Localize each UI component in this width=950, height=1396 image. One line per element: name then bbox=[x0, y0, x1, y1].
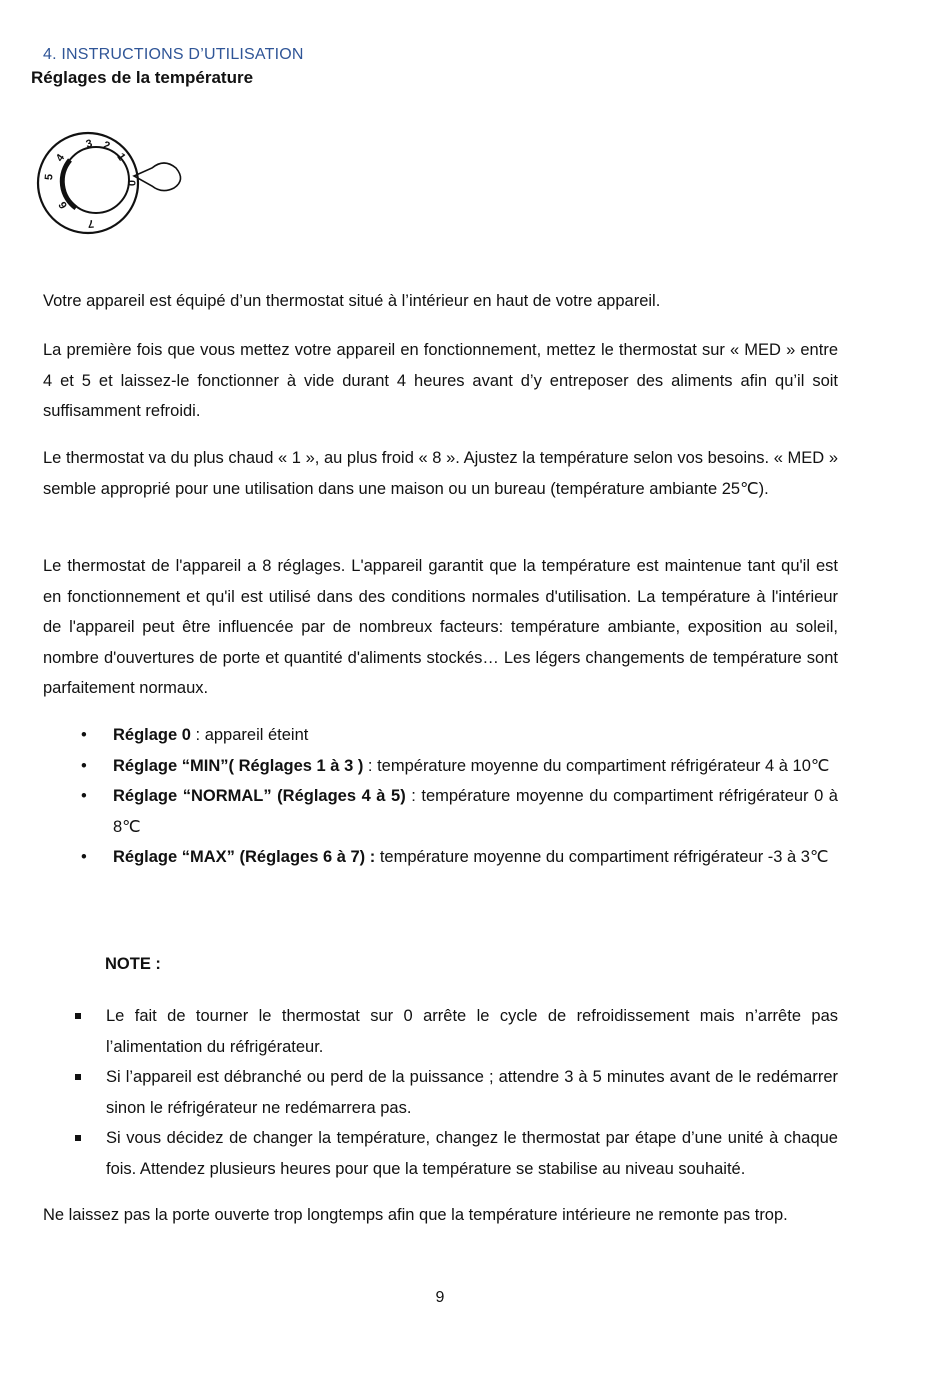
square-bullet-icon bbox=[75, 1074, 81, 1080]
bullet-icon: • bbox=[81, 726, 87, 744]
note-text: Si vous décidez de changer la température, changez le thermostat par étape d’une unité à chaque fois. Attendez plusieurs heures pour que la température se stabilise au niveau souhaité. bbox=[106, 1129, 838, 1178]
setting-description: température moyenne du compartiment réfrigérateur -3 à 3℃ bbox=[375, 848, 829, 866]
list-item bbox=[43, 1123, 838, 1184]
paragraph-2: La première fois que vous mettez votre appareil en fonctionnement, mettez le thermostat sur « MED » entre 4 et 5 et laissez-le fonctionner à vide durant 4 heures avant d’y entreposer des aliments afin qu’il soit suffisamment refroidi. bbox=[43, 341, 838, 420]
bullet-icon: • bbox=[81, 787, 87, 805]
list-item bbox=[43, 781, 838, 842]
dial-number-5: 5 bbox=[43, 173, 56, 181]
list-item bbox=[43, 1001, 838, 1062]
square-bullet-icon bbox=[75, 1135, 81, 1141]
note-label: NOTE : bbox=[105, 955, 161, 973]
setting-label: Réglage “MAX” (Réglages 6 à 7) : bbox=[113, 848, 376, 866]
setting-label: Réglage “NORMAL” (Réglages 4 à 5) bbox=[113, 787, 406, 805]
sub-heading: Réglages de la température bbox=[31, 68, 254, 87]
note-text: Si l’appareil est débranché ou perd de la puissance ; attendre 3 à 5 minutes avant de le redémarrer sinon le réfrigérateur ne redémarrera pas. bbox=[106, 1068, 838, 1117]
dial-number-4: 4 bbox=[53, 152, 68, 165]
settings-list bbox=[43, 720, 838, 873]
dial-number-6: 6 bbox=[56, 199, 71, 211]
setting-description: : appareil éteint bbox=[190, 726, 309, 744]
dial-number-3: 3 bbox=[84, 137, 94, 151]
closing-paragraph: Ne laissez pas la porte ouverte trop longtemps afin que la température intérieure ne remonte pas trop. bbox=[43, 1206, 788, 1224]
square-bullet-icon bbox=[75, 1013, 81, 1019]
bullet-icon: • bbox=[81, 756, 87, 775]
list-item bbox=[43, 751, 838, 782]
list-item bbox=[43, 1062, 838, 1123]
setting-description: : température moyenne du compartiment réfrigérateur 0 à 8℃ bbox=[113, 787, 838, 836]
setting-description: : température moyenne du compartiment réfrigérateur 4 à 10℃ bbox=[363, 756, 830, 775]
list-item bbox=[43, 720, 838, 751]
paragraph-3: Le thermostat va du plus chaud « 1 », au plus froid « 8 ». Ajustez la température selon vos besoins. « MED » semble approprié pour une utilisation dans une maison ou un bureau (température ambiante 25℃). bbox=[43, 449, 838, 498]
thermostat-dial-illustration bbox=[36, 128, 188, 238]
paragraph-4: Le thermostat de l'appareil a 8 réglages. L'appareil garantit que la température est maintenue tant qu'il est en fonctionnement et qu'il est utilisé dans des conditions normales d'utilisation. La température à l'intérieur de l'appareil peut être influencée par de nombreux facteurs: température ambiante, exposition au soleil, nombre d'ouvertures de porte et quantité d'aliments stockés… Les légers changements de température sont parfaitement normaux. bbox=[43, 557, 838, 697]
page-number: 9 bbox=[435, 1289, 445, 1306]
setting-label: Réglage 0 bbox=[113, 726, 191, 744]
notes-list bbox=[43, 1001, 838, 1184]
bullet-icon: • bbox=[81, 848, 87, 866]
dial-number-7: 7 bbox=[87, 217, 95, 230]
dial-number-0: 0 bbox=[125, 180, 137, 187]
setting-label: Réglage “MIN”( Réglages 1 à 3 ) bbox=[113, 756, 364, 775]
dial-number-1: 1 bbox=[114, 151, 128, 164]
paragraph-1: Votre appareil est équipé d’un thermostat situé à l’intérieur en haut de votre appareil. bbox=[43, 292, 661, 310]
note-text: Le fait de tourner le thermostat sur 0 arrête le cycle de refroidissement mais n’arrête pas l’alimentation du réfrigérateur. bbox=[106, 1007, 838, 1056]
dial-number-2: 2 bbox=[101, 139, 112, 153]
list-item bbox=[43, 842, 838, 873]
section-heading: 4. INSTRUCTIONS D’UTILISATION bbox=[43, 46, 304, 63]
